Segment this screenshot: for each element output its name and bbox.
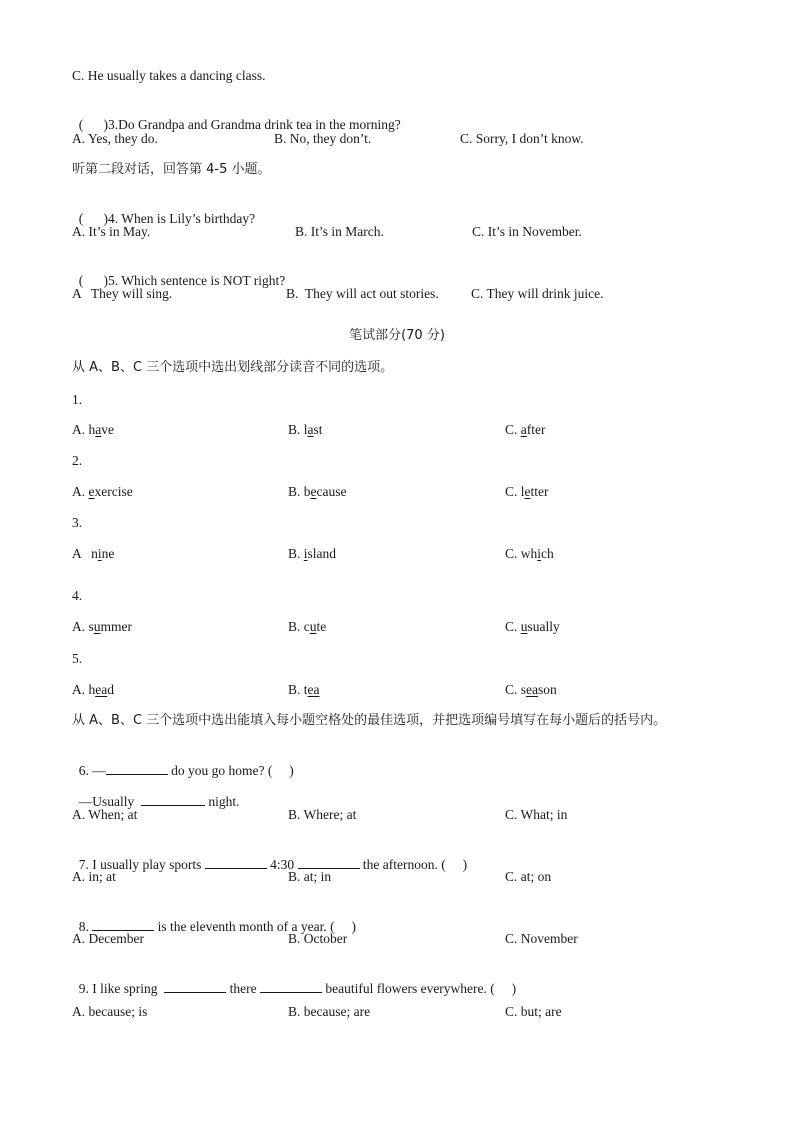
- pron-1-option-b: B. last: [288, 422, 323, 437]
- blank-1[interactable]: [164, 979, 226, 993]
- q4-option-b: B. It’s in March.: [295, 224, 384, 239]
- q6-option-b: B. Where; at: [288, 807, 357, 822]
- question-6-stem: 6. — do you go home? ( ): [78, 763, 294, 778]
- answer-paren[interactable]: ( ): [78, 273, 108, 288]
- pron-3-option-a: A nine: [72, 546, 115, 561]
- question-8-stem: 8. is the eleventh month of a year. ( ): [78, 919, 356, 934]
- blank-2[interactable]: [260, 979, 322, 993]
- pron-item-5-number: 5.: [72, 651, 83, 666]
- blank-2[interactable]: [141, 792, 205, 806]
- section-title: 笔试部分(70 分): [349, 328, 445, 343]
- pron-5-option-c: C. season: [505, 682, 557, 697]
- pron-2-option-b: B. because: [288, 484, 347, 499]
- blank-2[interactable]: [298, 855, 360, 869]
- q7-option-b: B. at; in: [288, 869, 332, 884]
- blank-1[interactable]: [205, 855, 267, 869]
- question-9-stem: 9. I like spring there beautiful flowers everywhere. ( ): [78, 981, 517, 996]
- pron-4-option-b: B. cute: [288, 619, 327, 634]
- answer-paren[interactable]: ( ): [78, 117, 108, 132]
- pron-4-option-a: A. summer: [72, 619, 133, 634]
- pron-3-option-c: C. which: [505, 546, 554, 561]
- q5-option-a: A They will sing.: [72, 286, 173, 301]
- q8-option-a: A. December: [72, 931, 144, 946]
- q3-option-b: B. No, they don’t.: [274, 131, 372, 146]
- pron-item-2-number: 2.: [72, 453, 83, 468]
- pronunciation-instruction: 从 A、B、C 三个选项中选出划线部分读音不同的选项。: [72, 360, 394, 375]
- pron-1-option-a: A. have: [72, 422, 114, 437]
- question-text: 5. Which sentence is NOT right?: [108, 273, 286, 288]
- q4-option-c: C. It’s in November.: [472, 224, 582, 239]
- pron-2-option-c: C. letter: [505, 484, 549, 499]
- question-text: 3.Do Grandpa and Grandma drink tea in the morning?: [108, 117, 401, 132]
- q2-option-c: C. He usually takes a dancing class.: [72, 68, 266, 83]
- q5-option-b: B. They will act out stories.: [286, 286, 439, 301]
- dialog-2-instruction: 听第二段对话，回答第 4-5 小题。: [72, 162, 271, 177]
- q4-option-a: A. It’s in May.: [72, 224, 151, 239]
- q6-option-a: A. When; at: [72, 807, 138, 822]
- question-7-stem: 7. I usually play sports 4:30 the afternoon. ( ): [78, 857, 468, 872]
- blank-1[interactable]: [106, 761, 168, 775]
- q3-option-c: C. Sorry, I don’t know.: [460, 131, 584, 146]
- question-6-response: —Usually night.: [78, 794, 240, 809]
- q3-option-a: A. Yes, they do.: [72, 131, 158, 146]
- q5-option-c: C. They will drink juice.: [471, 286, 604, 301]
- q7-option-a: A. in; at: [72, 869, 116, 884]
- pron-5-option-a: A. head: [72, 682, 114, 697]
- q9-option-b: B. because; are: [288, 1004, 371, 1019]
- q8-option-b: B. October: [288, 931, 348, 946]
- blank-1[interactable]: [92, 917, 154, 931]
- q6-option-c: C. What; in: [505, 807, 568, 822]
- pron-item-4-number: 4.: [72, 588, 83, 603]
- q9-option-a: A. because; is: [72, 1004, 148, 1019]
- q8-option-c: C. November: [505, 931, 578, 946]
- pron-item-3-number: 3.: [72, 515, 83, 530]
- pron-1-option-c: C. after: [505, 422, 546, 437]
- question-3-stem: [72, 98, 401, 134]
- question-text: 4. When is Lily’s birthday?: [108, 211, 256, 226]
- pron-5-option-b: B. tea: [288, 682, 320, 697]
- q7-option-c: C. at; on: [505, 869, 552, 884]
- choice-instruction: 从 A、B、C 三个选项中选出能填入每小题空格处的最佳选项，并把选项编号填写在每小题后的括号内。: [72, 713, 667, 728]
- q9-option-c: C. but; are: [505, 1004, 562, 1019]
- pron-3-option-b: B. island: [288, 546, 337, 561]
- answer-paren[interactable]: ( ): [78, 211, 108, 226]
- pron-2-option-a: A. exercise: [72, 484, 133, 499]
- pron-item-1-number: 1.: [72, 392, 83, 407]
- pron-4-option-c: C. usually: [505, 619, 560, 634]
